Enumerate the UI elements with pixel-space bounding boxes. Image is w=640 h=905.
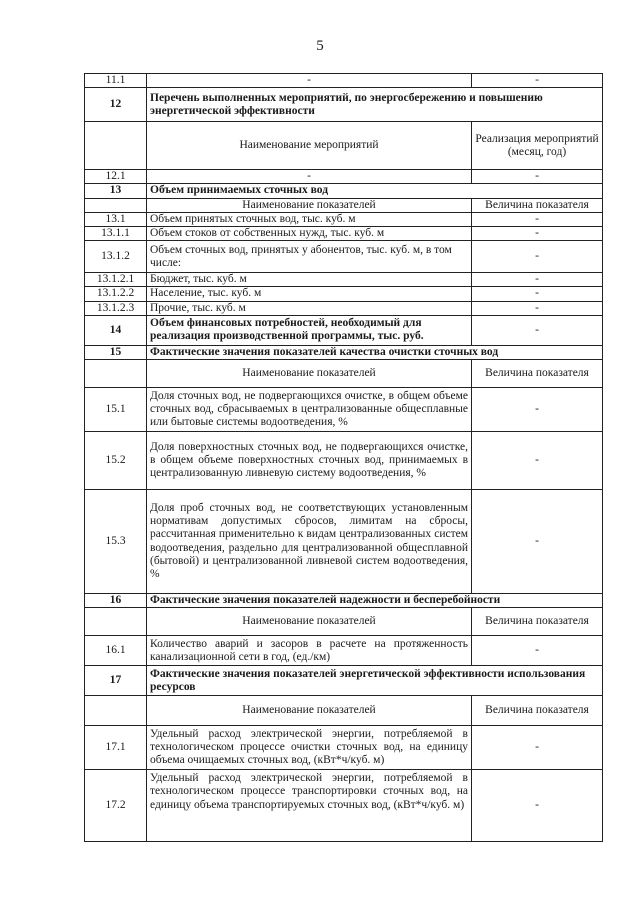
name-header: Наименование показателей [147, 608, 472, 636]
row-value: - [472, 726, 603, 770]
name-header: Наименование мероприятий [147, 122, 472, 170]
table-row [85, 287, 603, 301]
table-row [85, 636, 603, 666]
row-value: - [472, 74, 603, 88]
name-header: Наименование показателей [147, 360, 472, 388]
column-header-row [85, 360, 603, 388]
row-name: Прочие, тыс. куб. м [147, 301, 472, 315]
table-row [85, 770, 603, 842]
row-number: 15.3 [85, 490, 147, 594]
section-number: 12 [85, 88, 147, 122]
row-value: - [472, 490, 603, 594]
section-title: Фактические значения показателей энергетической эффективности использования ресурсов [147, 666, 603, 696]
row-value: - [472, 301, 603, 315]
table-row [85, 301, 603, 315]
column-header-row [85, 198, 603, 212]
row-name: - [147, 170, 472, 184]
section-number: 17 [85, 666, 147, 696]
section-row [85, 88, 603, 122]
table-row [85, 227, 603, 241]
row-name: Удельный расход электрической энергии, потребляемой в технологическом процессе транспортировки сточных вод, на единицу объема транспортируемых сточных вод, (кВт*ч/куб. м) [147, 770, 472, 842]
section-title: Объем принимаемых сточных вод [147, 184, 603, 198]
section-title: Фактические значения показателей качества очистки сточных вод [147, 345, 603, 359]
column-header-row [85, 122, 603, 170]
value-header: Величина показателя [472, 198, 603, 212]
row-name: - [147, 74, 472, 88]
section-row [85, 594, 603, 608]
table-row [85, 388, 603, 432]
page-number: 5 [316, 38, 324, 54]
row-value: - [472, 770, 603, 842]
section-number: 16 [85, 594, 147, 608]
section-title: Фактические значения показателей надежности и бесперебойности [147, 594, 603, 608]
row-number: 13.1.2.2 [85, 287, 147, 301]
value-header: Величина показателя [472, 608, 603, 636]
section-row [85, 184, 603, 198]
table-row [85, 432, 603, 490]
row-value: - [472, 287, 603, 301]
value-header: Величина показателя [472, 696, 603, 726]
row-value: - [472, 212, 603, 226]
row-number: 12.1 [85, 170, 147, 184]
row-value: - [472, 315, 603, 345]
row-number: 13.1 [85, 212, 147, 226]
table-row [85, 273, 603, 287]
row-value: - [472, 636, 603, 666]
table-row [85, 726, 603, 770]
section-number: 13 [85, 184, 147, 198]
row-name: Объем финансовых потребностей, необходимый для реализация производственной программы, тыс. руб. [147, 315, 472, 345]
row-number: 15.2 [85, 432, 147, 490]
table-row [85, 315, 603, 345]
row-value: - [472, 388, 603, 432]
row-name: Доля проб сточных вод, не соответствующих установленным нормативам допустимых сбросов, лимитам на сбросы, рассчитанная применительно к видам централизованных систем водоотведения, раздельно для централизованной общесплавной (бытовой) и централизованной ливневой систем водоотведения, % [147, 490, 472, 594]
row-number: 14 [85, 315, 147, 345]
row-name: Доля поверхностных сточных вод, не подвергающихся очистке, в общем объеме поверхностных сточных вод, принимаемых в централизованную ливневую систему водоотведения, % [147, 432, 472, 490]
row-value: - [472, 170, 603, 184]
value-header: Величина показателя [472, 360, 603, 388]
row-number: 13.1.2.1 [85, 273, 147, 287]
row-value: - [472, 241, 603, 273]
table-row [85, 74, 603, 88]
value-header: Реализация мероприятий (месяц, год) [472, 122, 603, 170]
row-name: Доля сточных вод, не подвергающихся очистке, в общем объеме сточных вод, сбрасываемых в централизованные общесплавные или бытовые системы водоотведения, % [147, 388, 472, 432]
table-row [85, 241, 603, 273]
row-value: - [472, 227, 603, 241]
row-value: - [472, 273, 603, 287]
row-value: - [472, 432, 603, 490]
table-row [85, 490, 603, 594]
indicators-table [84, 73, 603, 842]
section-row [85, 345, 603, 359]
row-name: Объем принятых сточных вод, тыс. куб. м [147, 212, 472, 226]
row-name: Объем стоков от собственных нужд, тыс. куб. м [147, 227, 472, 241]
row-number: 17.1 [85, 726, 147, 770]
row-number: 13.1.1 [85, 227, 147, 241]
section-row [85, 666, 603, 696]
row-name: Удельный расход электрической энергии, потребляемой в технологическом процессе очистки сточных вод, на единицу объема очищаемых сточных вод, (кВт*ч/куб. м) [147, 726, 472, 770]
name-header: Наименование показателей [147, 696, 472, 726]
section-number: 15 [85, 345, 147, 359]
row-number: 17.2 [85, 770, 147, 842]
column-header-row [85, 696, 603, 726]
row-number: 11.1 [85, 74, 147, 88]
section-title: Перечень выполненных мероприятий, по энергосбережению и повышению энергетической эффективности [147, 88, 603, 122]
table-row [85, 212, 603, 226]
row-number: 15.1 [85, 388, 147, 432]
name-header: Наименование показателей [147, 198, 472, 212]
row-number: 16.1 [85, 636, 147, 666]
row-name: Количество аварий и засоров в расчете на протяженность канализационной сети в год, (ед./км) [147, 636, 472, 666]
table-row [85, 170, 603, 184]
row-number: 13.1.2.3 [85, 301, 147, 315]
row-name: Население, тыс. куб. м [147, 287, 472, 301]
row-name: Объем сточных вод, принятых у абонентов, тыс. куб. м, в том числе: [147, 241, 472, 273]
row-number: 13.1.2 [85, 241, 147, 273]
column-header-row [85, 608, 603, 636]
row-name: Бюджет, тыс. куб. м [147, 273, 472, 287]
